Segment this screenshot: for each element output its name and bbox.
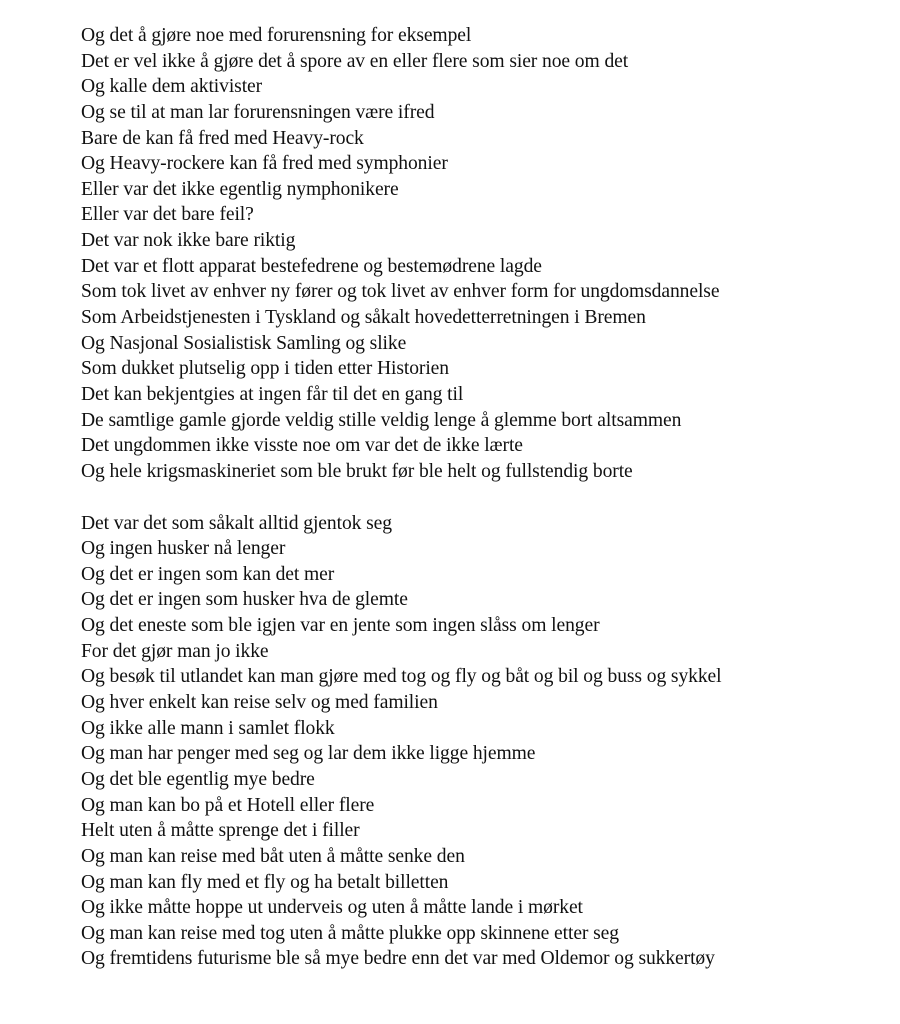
text-line: Og man kan fly med et fly og ha betalt billetten: [81, 871, 449, 893]
text-line: Og det er ingen som kan det mer: [81, 563, 335, 585]
text-line: Det er vel ikke å gjøre det å spore av en eller flere som sier noe om det: [81, 50, 629, 72]
stanza-1: [81, 23, 881, 485]
text-line: Som dukket plutselig opp i tiden etter Historien: [81, 358, 449, 380]
text-line: Og man har penger med seg og lar dem ikke ligge hjemme: [81, 743, 536, 765]
text-line: Det kan bekjentgies at ingen får til det en gang til: [81, 383, 464, 405]
text-line: Som tok livet av enhver ny fører og tok livet av enhver form for ungdomsdannelse: [81, 281, 720, 303]
text-line: De samtlige gamle gjorde veldig stille veldig lenge å glemme bort altsammen: [81, 409, 682, 431]
text-line: Og Nasjonal Sosialistisk Samling og slike: [81, 332, 407, 354]
text-line: Og besøk til utlandet kan man gjøre med tog og fly og båt og bil og buss og sykkel: [81, 666, 722, 688]
text-line: Og man kan reise med båt uten å måtte senke den: [81, 845, 465, 867]
text-line: Helt uten å måtte sprenge det i filler: [81, 820, 360, 842]
text-line: Eller var det ikke egentlig nymphonikere: [81, 178, 399, 200]
text-line: Det ungdommen ikke visste noe om var det de ikke lærte: [81, 435, 523, 457]
text-line: Og man kan reise med tog uten å måtte plukke opp skinnene etter seg: [81, 922, 619, 944]
text-line: Og hver enkelt kan reise selv og med familien: [81, 692, 438, 714]
text-line: Og ikke måtte hoppe ut underveis og uten å måtte lande i mørket: [81, 897, 583, 919]
text-line: For det gjør man jo ikke: [81, 640, 269, 662]
text-line: Som Arbeidstjenesten i Tyskland og såkalt hovedetterretningen i Bremen: [81, 307, 646, 329]
text-line: Og det å gjøre noe med forurensning for eksempel: [81, 25, 472, 46]
text-line: Det var nok ikke bare riktig: [81, 230, 296, 252]
document-page: [81, 23, 881, 972]
text-line: Det var det som såkalt alltid gjentok seg: [81, 512, 392, 534]
text-line: Og man kan bo på et Hotell eller flere: [81, 794, 375, 816]
text-line: Og ingen husker nå lenger: [81, 538, 286, 560]
stanza-2: [81, 511, 881, 973]
text-line: Og det eneste som ble igjen var en jente som ingen slåss om lenger: [81, 615, 600, 637]
text-line: Og ikke alle mann i samlet flokk: [81, 717, 335, 739]
text-line: Og Heavy-rockere kan få fred med symphonier: [81, 153, 448, 175]
text-line: Og fremtidens futurisme ble så mye bedre enn det var med Oldemor og sukkertøy: [81, 948, 715, 970]
text-line: Og hele krigsmaskineriet som ble brukt før ble helt og fullstendig borte: [81, 460, 633, 482]
text-line: Og det er ingen som husker hva de glemte: [81, 589, 408, 611]
text-line: Og det ble egentlig mye bedre: [81, 768, 315, 790]
text-line: Eller var det bare feil?: [81, 204, 254, 226]
text-line: Det var et flott apparat bestefedrene og bestemødrene lagde: [81, 255, 542, 277]
text-line: Bare de kan få fred med Heavy-rock: [81, 127, 364, 149]
text-line: Og se til at man lar forurensningen være ifred: [81, 101, 435, 123]
text-line: Og kalle dem aktivister: [81, 76, 263, 98]
